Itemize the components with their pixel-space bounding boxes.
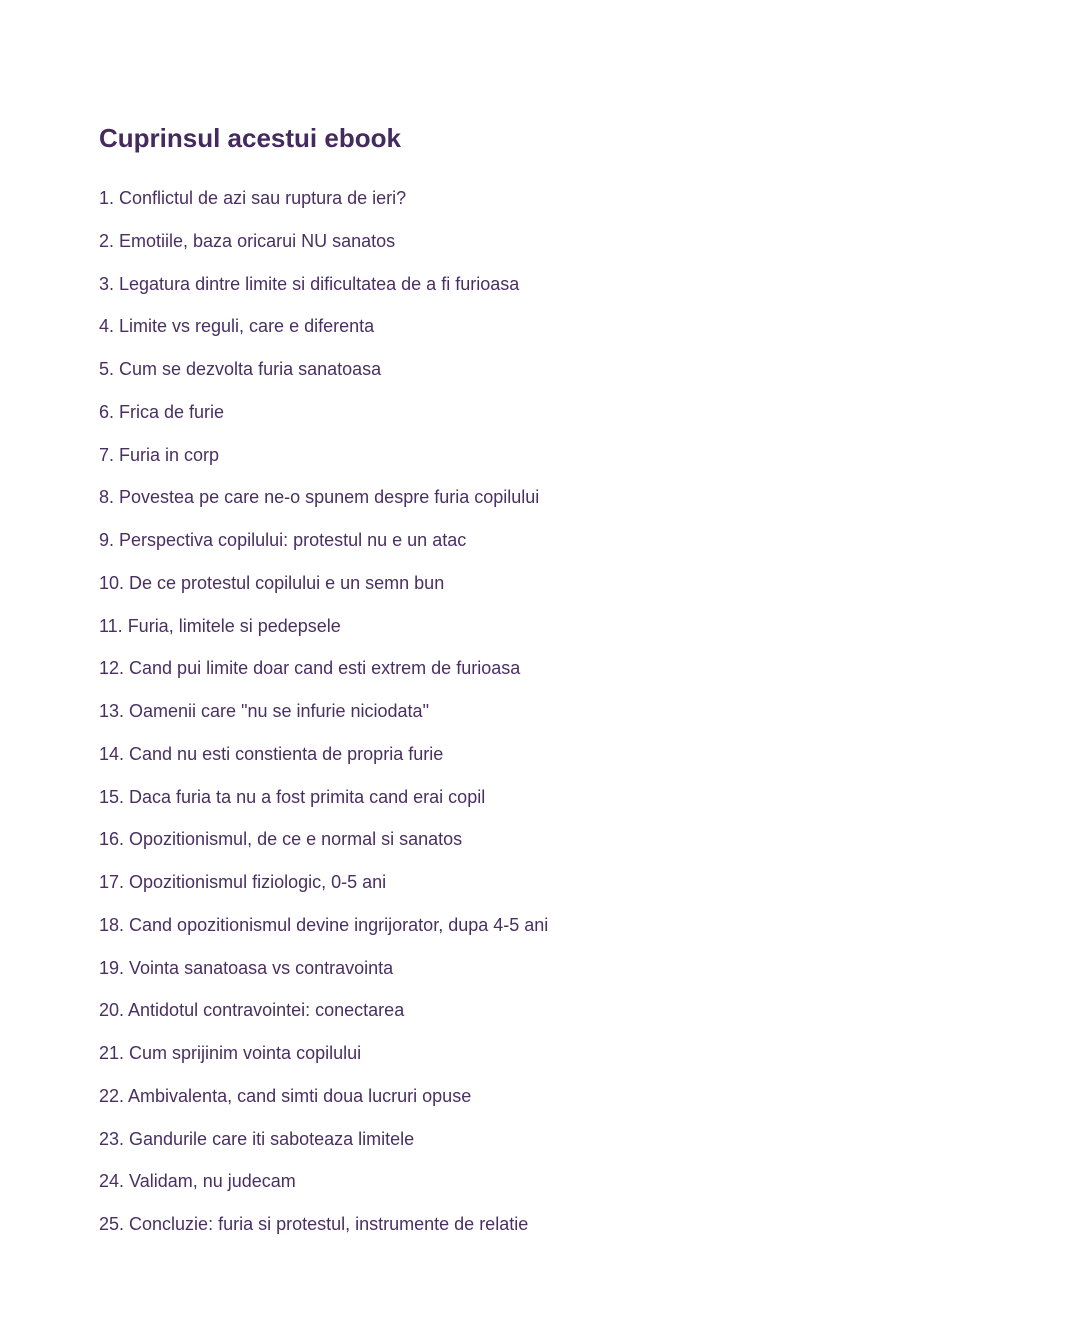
toc-item: 19. Vointa sanatoasa vs contravointa <box>99 957 394 978</box>
toc-item: 20. Antidotul contravointei: conectarea <box>99 1000 405 1021</box>
toc-item: 22. Ambivalenta, cand simti doua lucruri opuse <box>99 1085 472 1106</box>
toc-item: 1. Conflictul de azi sau ruptura de ieri? <box>99 188 407 208</box>
toc-item: 5. Cum se dezvolta furia sanatoasa <box>99 359 382 379</box>
toc-item: 15. Daca furia ta nu a fost primita cand erai copil <box>99 786 486 807</box>
toc-item: 18. Cand opozitionismul devine ingrijorator, dupa 4-5 ani <box>99 914 549 935</box>
toc-item: 11. Furia, limitele si pedepsele <box>99 615 341 636</box>
toc-item: 2. Emotiile, baza oricarui NU sanatos <box>99 230 396 251</box>
toc-item: 3. Legatura dintre limite si dificultatea de a fi furioasa <box>99 273 520 294</box>
toc-item: 23. Gandurile care iti saboteaza limitele <box>99 1128 415 1149</box>
toc-item: 21. Cum sprijinim vointa copilului <box>99 1043 362 1063</box>
table-of-contents <box>99 184 548 1253</box>
toc-item: 14. Cand nu esti constienta de propria furie <box>99 743 444 764</box>
page-title: Cuprinsul acestui ebook <box>99 123 401 153</box>
toc-item: 8. Povestea pe care ne-o spunem despre furia copilului <box>99 487 540 508</box>
toc-item: 10. De ce protestul copilului e un semn bun <box>99 572 445 593</box>
toc-item: 16. Opozitionismul, de ce e normal si sanatos <box>99 829 463 850</box>
toc-item: 6. Frica de furie <box>99 401 225 422</box>
toc-item: 25. Concluzie: furia si protestul, instrumente de relatie <box>99 1214 529 1234</box>
toc-item: 13. Oamenii care "nu se infurie niciodata" <box>99 701 429 721</box>
toc-item: 7. Furia in corp <box>99 444 220 465</box>
toc-item: 17. Opozitionismul fiziologic, 0-5 ani <box>99 872 387 892</box>
toc-item: 24. Validam, nu judecam <box>99 1171 296 1192</box>
toc-item: 4. Limite vs reguli, care e diferenta <box>99 316 375 337</box>
toc-item: 9. Perspectiva copilului: protestul nu e un atac <box>99 530 467 550</box>
toc-item: 12. Cand pui limite doar cand esti extrem de furioasa <box>99 658 521 679</box>
